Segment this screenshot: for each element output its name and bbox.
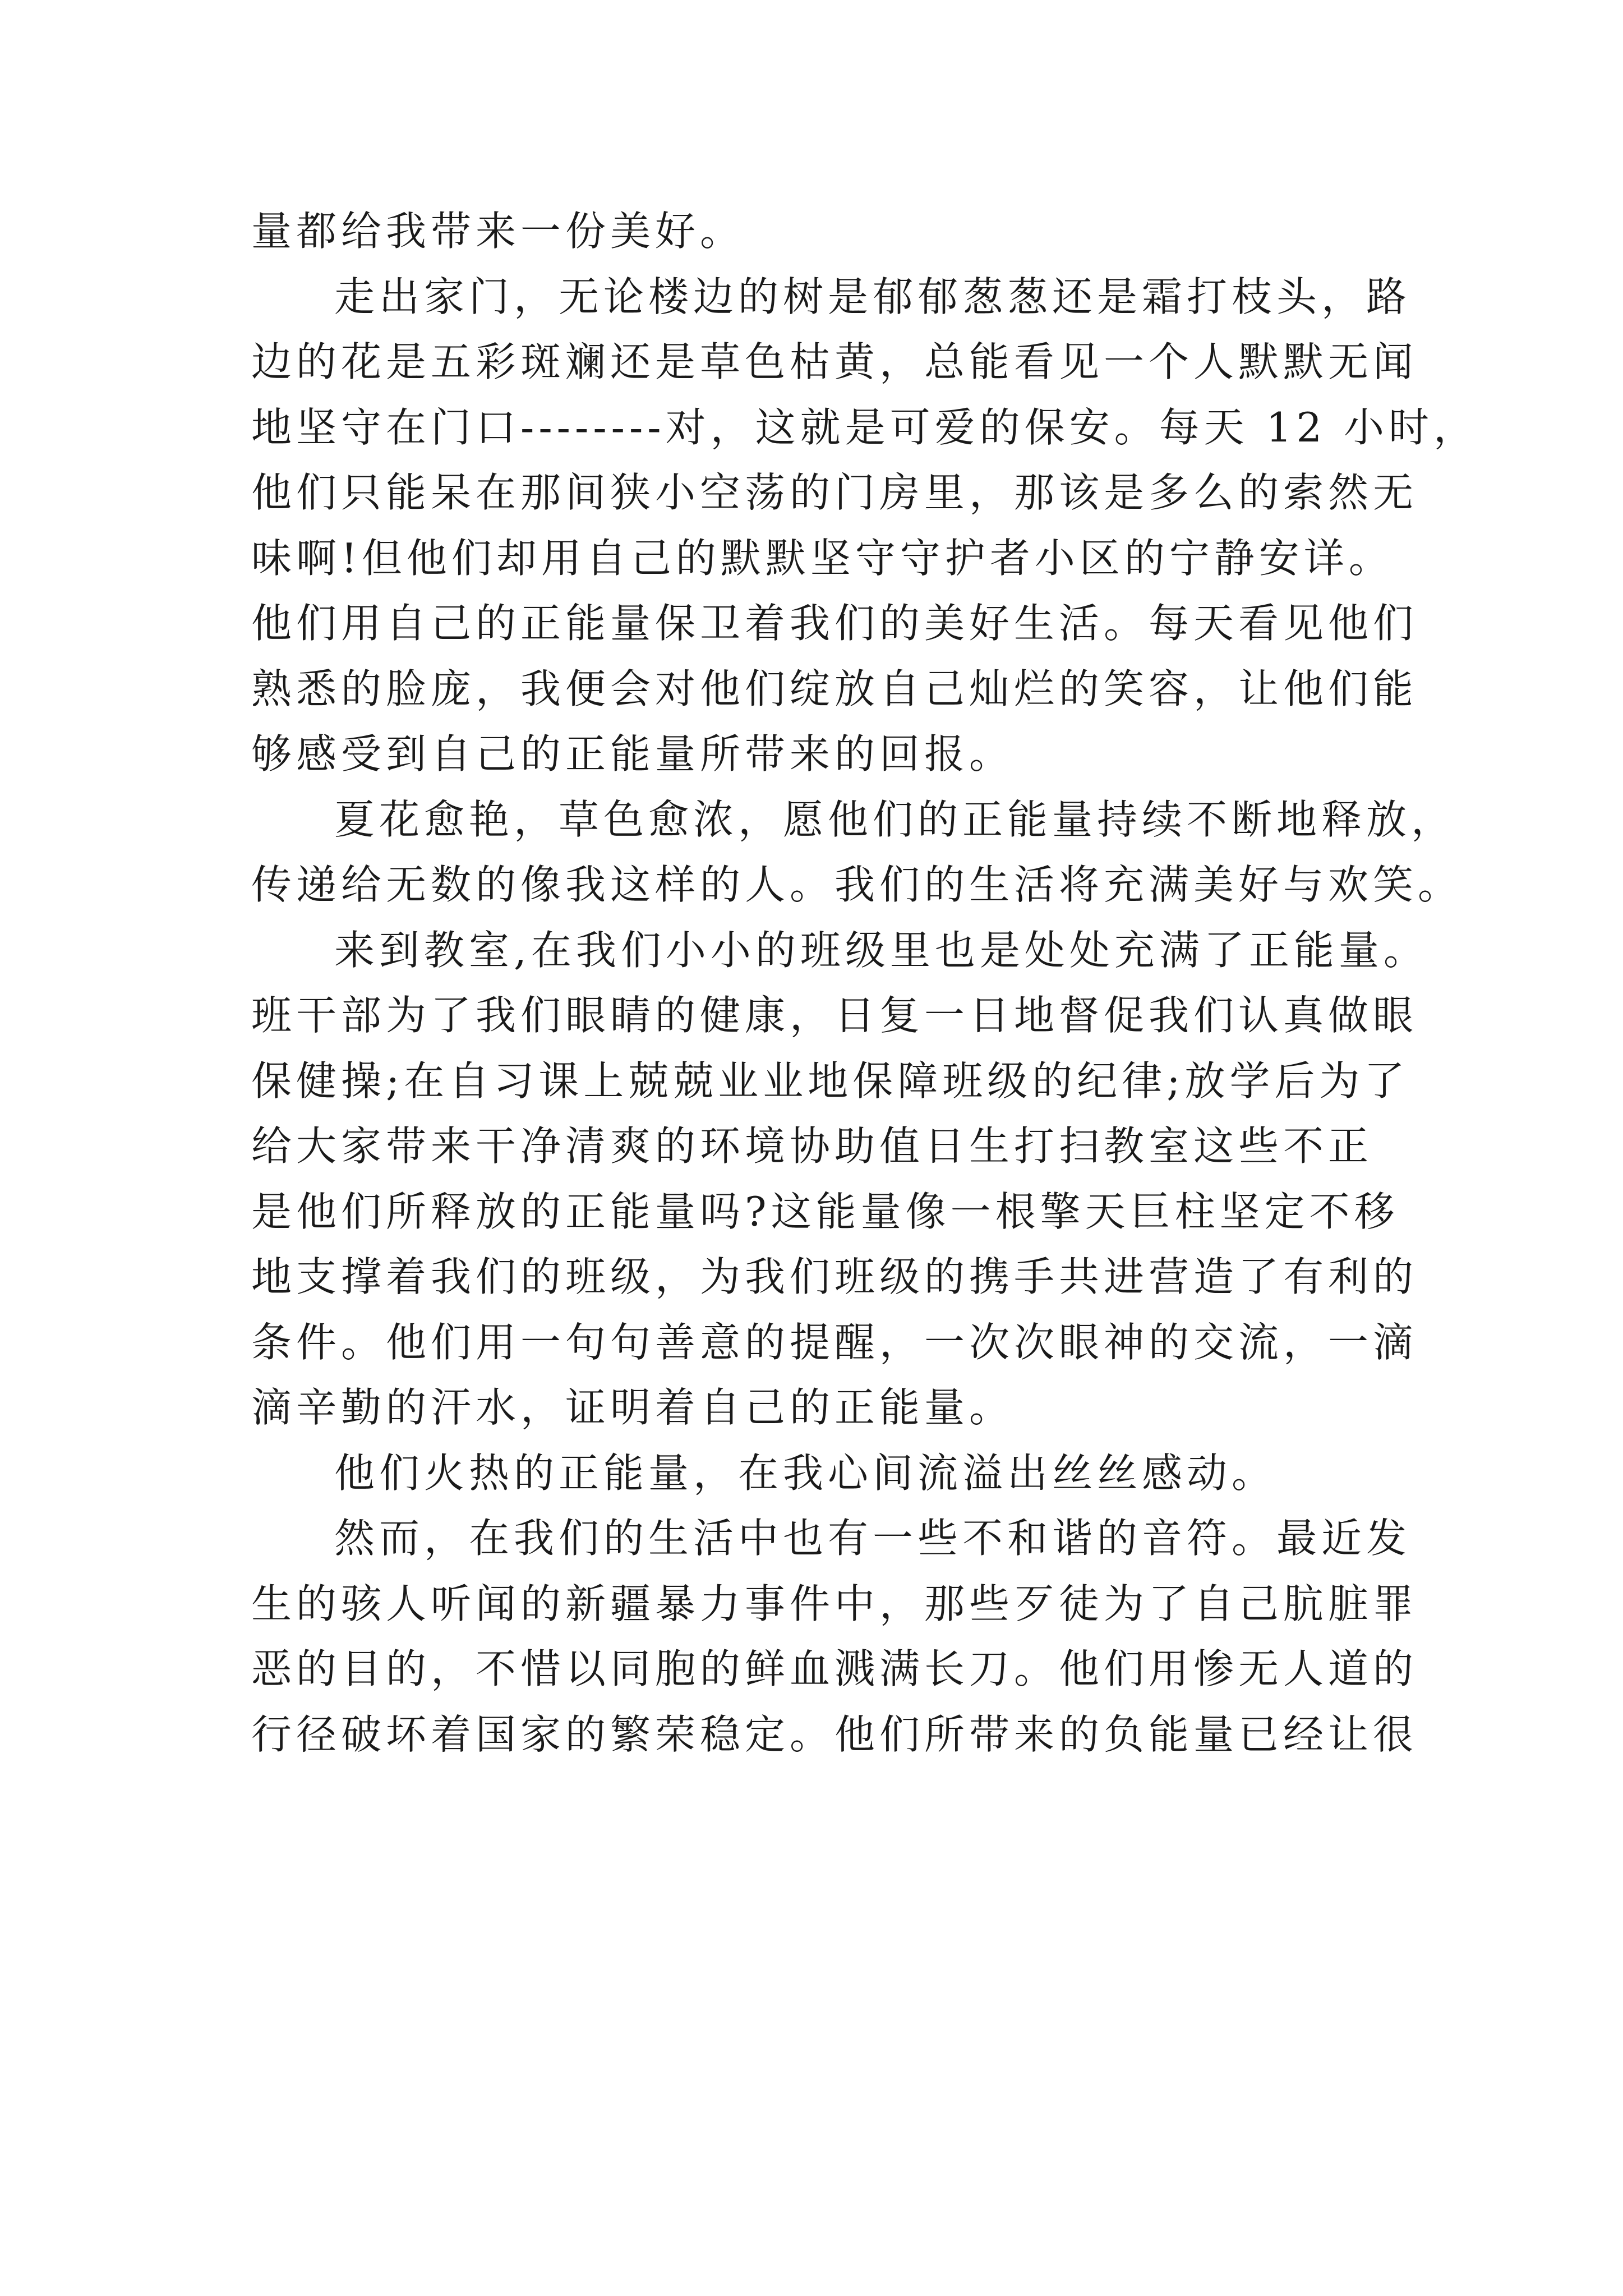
text-line: 然而，在我们的生活中也有一些不和谐的音符。最近发 [334, 1515, 1412, 1562]
text-line: 生的骇人听闻的新疆暴力事件中，那些歹徒为了自己肮脏罪 [251, 1580, 1418, 1627]
text-line: 保健操;在自习课上兢兢业业地保障班级的纪律;放学后为了 [251, 1057, 1409, 1105]
text-line: 来到教室,在我们小小的班级里也是处处充满了正能量。 [334, 926, 1428, 974]
text-line: 地坚守在门口--------对，这就是可爱的保安。每天 12 小时， [251, 403, 1479, 451]
text-line: 传递给无数的像我这样的人。我们的生活将充满美好与欢笑。 [251, 861, 1463, 908]
text-line: 熟悉的脸庞，我便会对他们绽放自己灿烂的笑容，让他们能 [251, 665, 1418, 712]
text-line: 量都给我带来一份美好。 [251, 208, 745, 255]
text-line: 滴辛勤的汗水，证明着自己的正能量。 [251, 1384, 1015, 1431]
text-line: 给大家带来干净清爽的环境协助值日生打扫教室这些不正 [251, 1122, 1373, 1170]
text-line: 地支撑着我们的班级，为我们班级的携手共进营造了有利的 [251, 1253, 1418, 1300]
text-line: 边的花是五彩斑斓还是草色枯黄，总能看见一个人默默无闻 [251, 338, 1418, 385]
text-line: 班干部为了我们眼睛的健康，日复一日地督促我们认真做眼 [251, 992, 1418, 1039]
text-line: 条件。他们用一句句善意的提醒，一次次眼神的交流，一滴 [251, 1318, 1418, 1366]
text-line: 夏花愈艳，草色愈浓，愿他们的正能量持续不断地释放， [334, 795, 1456, 843]
text-line: 他们用自己的正能量保卫着我们的美好生活。每天看见他们 [251, 600, 1418, 647]
text-line: 够感受到自己的正能量所带来的回报。 [251, 730, 1015, 777]
text-line: 味啊!但他们却用自己的默默坚守守护者小区的宁静安详。 [251, 534, 1394, 582]
text-line: 他们只能呆在那间狭小空荡的门房里，那该是多么的索然无 [251, 469, 1418, 516]
text-line: 走出家门，无论楼边的树是郁郁葱葱还是霜打枝头，路 [334, 273, 1412, 320]
body-text [251, 199, 1479, 1767]
text-line: 是他们所释放的正能量吗?这能量像一根擎天巨柱坚定不移 [251, 1188, 1399, 1235]
text-line: 恶的目的，不惜以同胞的鲜血溅满长刀。他们用惨无人道的 [251, 1645, 1418, 1692]
text-line: 他们火热的正能量，在我心间流溢出丝丝感动。 [334, 1449, 1277, 1497]
text-line: 行径破坏着国家的繁荣稳定。他们所带来的负能量已经让很 [251, 1710, 1418, 1758]
